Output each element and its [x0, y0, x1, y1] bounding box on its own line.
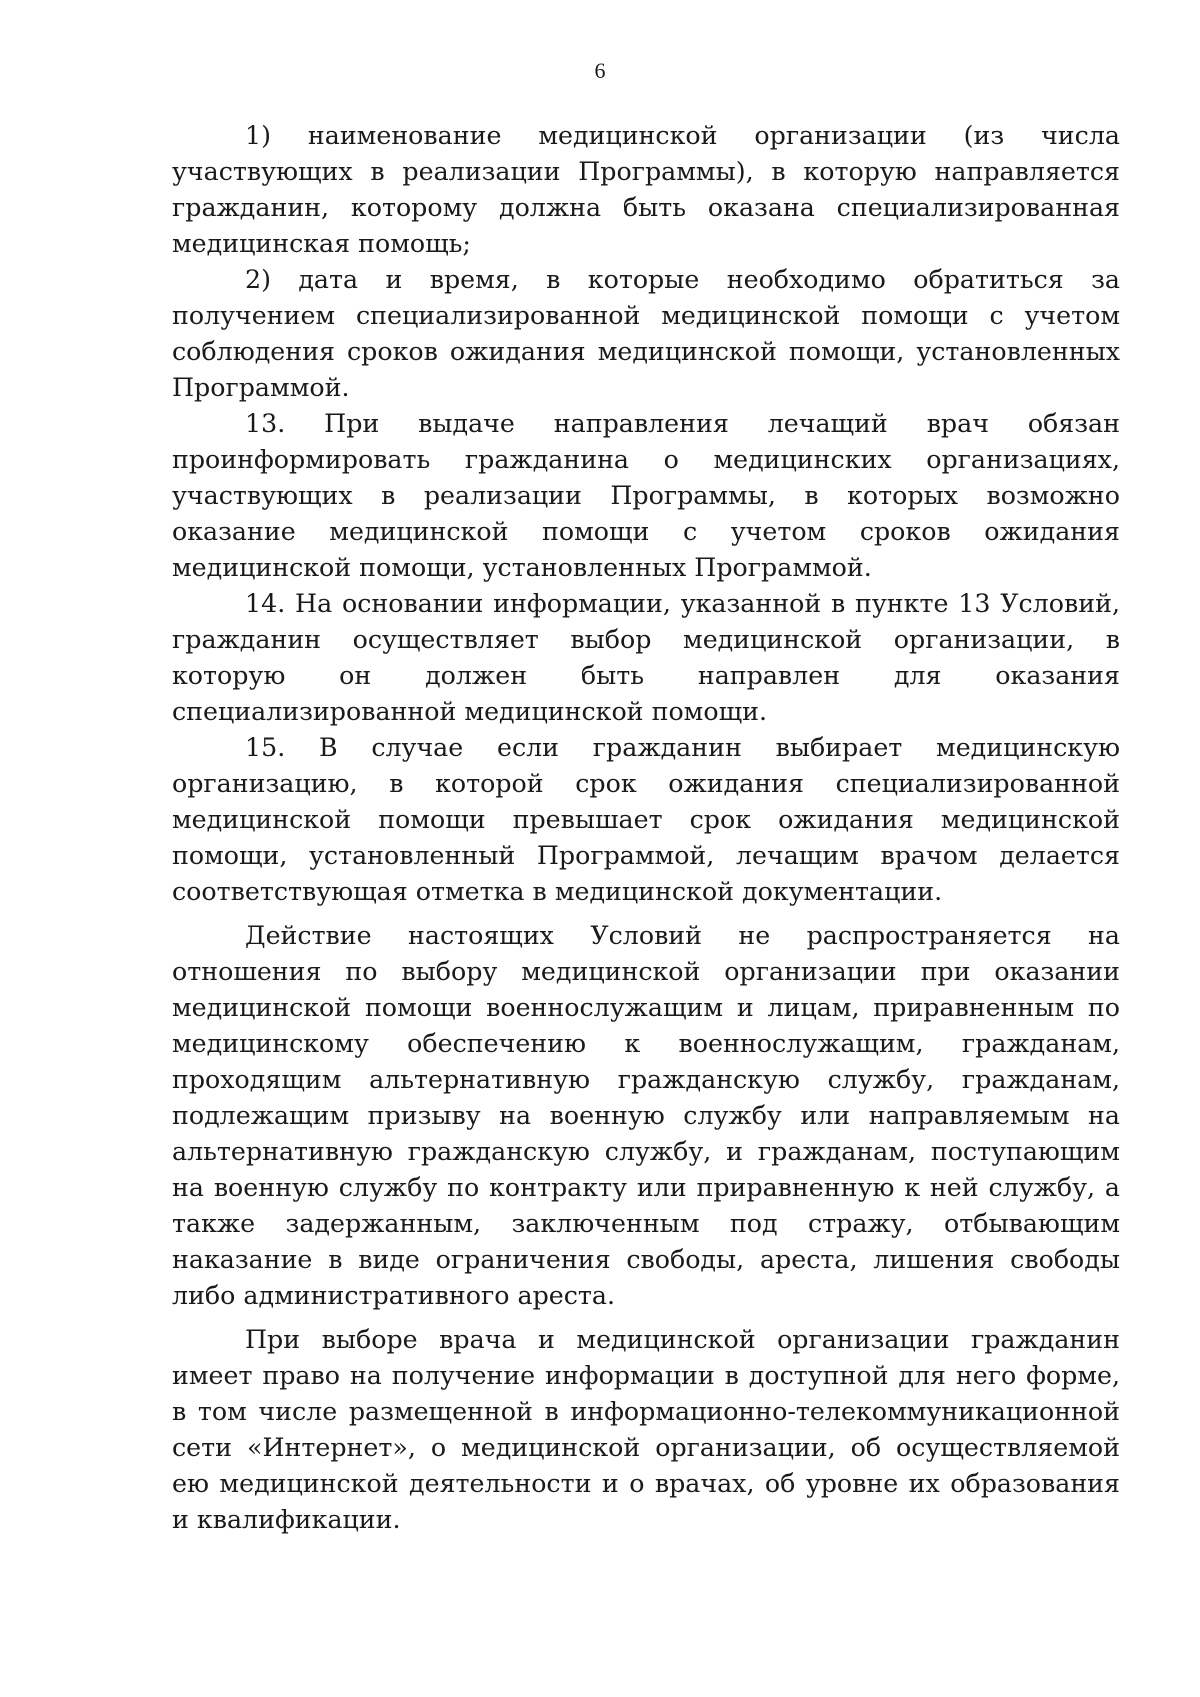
paragraph-item-2: 2) дата и время, в которые необходимо обратиться за получением специализированной медицинской помощи с учетом соблюдения сроков ожидания медицинской помощи, установленных Программой. — [172, 265, 1120, 402]
page-number: 6 — [594, 58, 606, 83]
paragraph-information-right: При выборе врача и медицинской организации гражданин имеет право на получение информации в доступной для него форме, в том числе размещенной в информационно-телекоммуникационной сети «Интернет», о медицинской организации, об осуществляемой ею медицинской деятельности и о врачах, об уровне их образования и квалификации. — [172, 1325, 1120, 1534]
paragraph-item-13: 13. При выдаче направления лечащий врач обязан проинформировать гражданина о медицинских организациях, участвующих в реализации Программы, в которых возможно оказание медицинской помощи с учетом сроков ожидания медицинской помощи, установленных Программой. — [172, 409, 1120, 582]
paragraph-item-15: 15. В случае если гражданин выбирает медицинскую организацию, в которой срок ожидания специализированной медицинской помощи превышает срок ожидания медицинской помощи, установленный Программой, лечащим врачом делается соответствующая отметка в медицинской документации. — [172, 733, 1120, 906]
document-body — [172, 118, 1120, 1538]
paragraph-item-14: 14. На основании информации, указанной в пункте 13 Условий, гражданин осуществляет выбор медицинской организации, в которую он должен быть направлен для оказания специализированной медицинской помощи. — [172, 589, 1120, 726]
paragraph-item-1: 1) наименование медицинской организации (из числа участвующих в реализации Программы), в которую направляется гражданин, которому должна быть оказана специализированная медицинская помощь; — [172, 121, 1120, 258]
paragraph-exclusions: Действие настоящих Условий не распространяется на отношения по выбору медицинской организации при оказании медицинской помощи военнослужащим и лицам, приравненным по медицинскому обеспечению к военнослужащим, гражданам, проходящим альтернативную гражданскую службу, гражданам, подлежащим призыву на военную службу или направляемым на альтернативную гражданскую службу, и гражданам, поступающим на военную службу по контракту или приравненную к ней службу, а также задержанным, заключенным под стражу, отбывающим наказание в виде ограничения свободы, ареста, лишения свободы либо административного ареста. — [172, 921, 1120, 1310]
